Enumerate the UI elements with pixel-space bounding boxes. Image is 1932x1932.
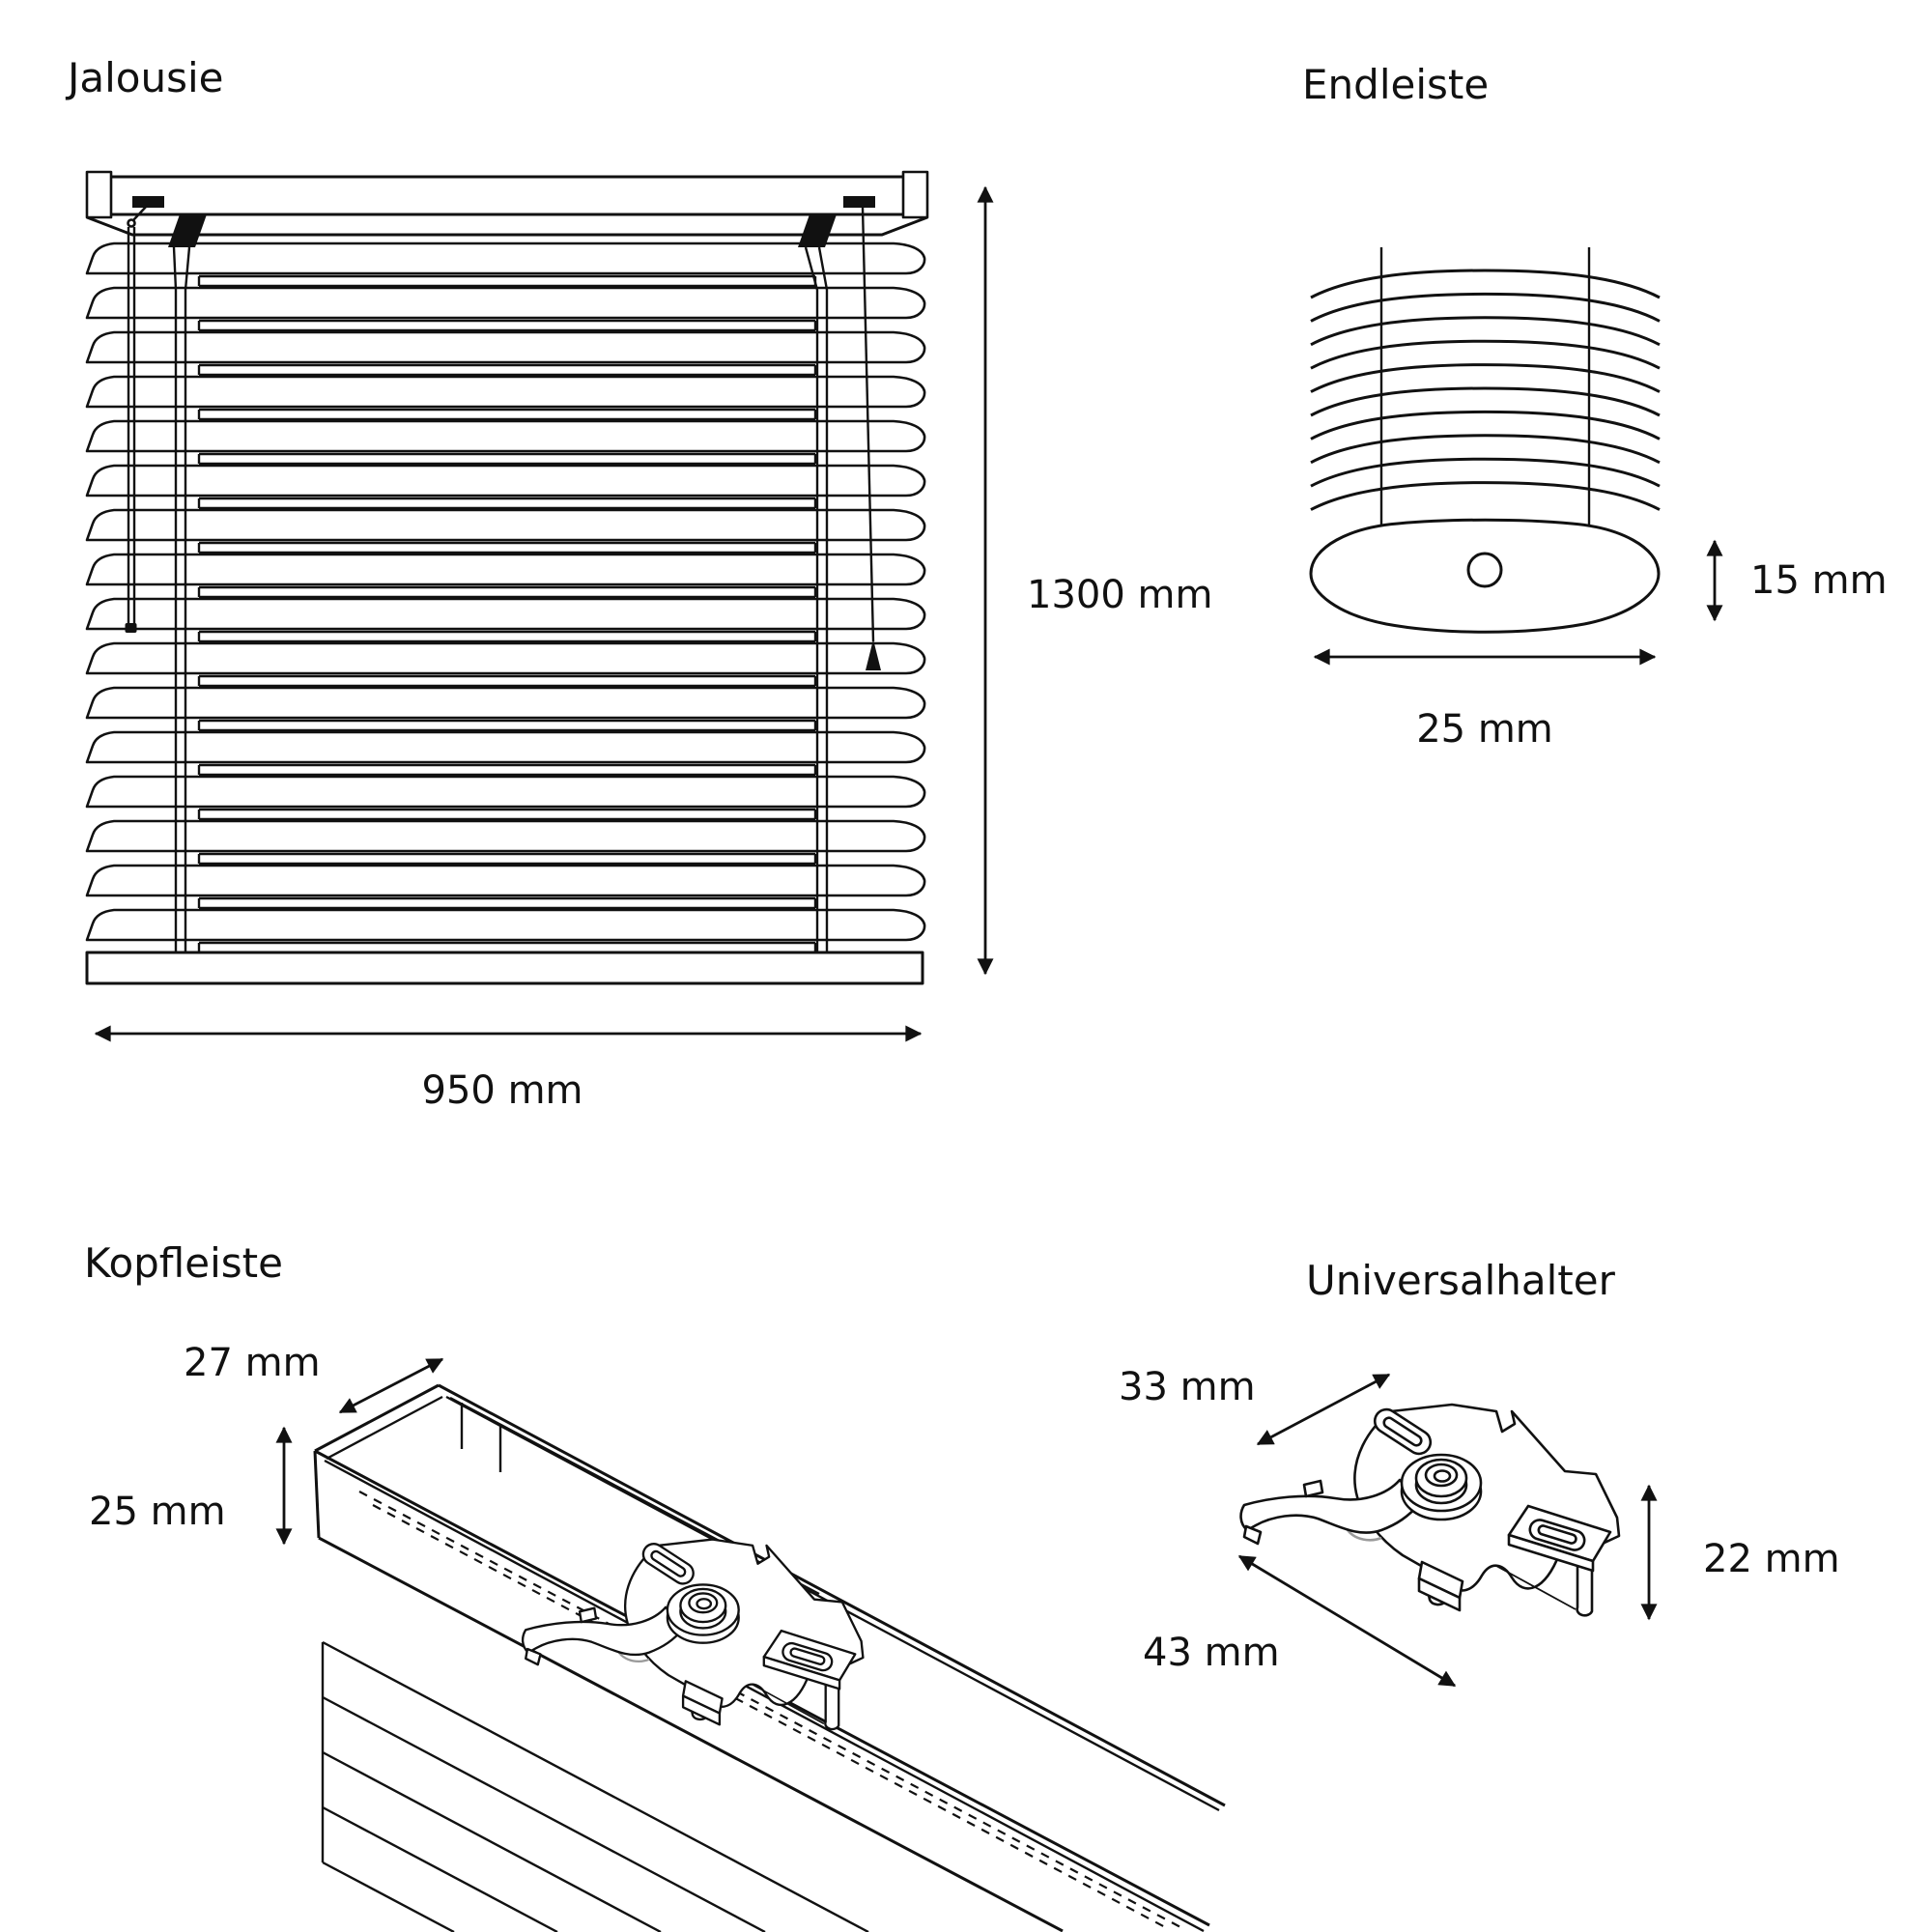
slat [87, 243, 924, 273]
slat-rear-edge [199, 632, 815, 641]
universalhalter-height-label: 22 mm [1703, 1537, 1840, 1581]
jalousie-drawing [65, 54, 1212, 1113]
slat [87, 777, 924, 807]
stacked-slat-arcs [1311, 270, 1660, 510]
endleiste-width-label: 25 mm [1416, 707, 1553, 752]
cord-lock-right [843, 196, 875, 208]
endleiste-height-label: 15 mm [1750, 558, 1888, 603]
slat [87, 510, 924, 540]
slat-rear-edge [199, 321, 815, 330]
jalousie-width-label: 950 mm [421, 1068, 583, 1113]
jalousie-title: Jalousie [68, 54, 224, 101]
slat-rear-edge [199, 898, 815, 908]
slat [87, 688, 924, 718]
hanging-slat-edge [323, 1862, 454, 1932]
slat [87, 288, 924, 318]
slat-rear-edge [199, 365, 815, 375]
slat-rear-edge [199, 854, 815, 864]
universalhalter-bottom-width-label: 43 mm [1143, 1631, 1280, 1675]
bracket-detail [1241, 1405, 1619, 1615]
slat [87, 332, 924, 362]
slat [87, 599, 924, 629]
head-rail-end-cap-right [903, 172, 927, 217]
slat [87, 554, 924, 584]
cord-lock-left [132, 196, 164, 208]
slat [87, 910, 924, 940]
slat-rear-edge [199, 543, 815, 553]
slat-rear-edge [199, 410, 815, 419]
slat-rear-edge [199, 498, 815, 508]
endleiste-drawing [1302, 61, 1888, 752]
slat-rear-edge [199, 810, 815, 819]
bracket-on-rail [523, 1540, 863, 1729]
slat [87, 377, 924, 407]
universalhalter-top-width-label: 33 mm [1119, 1365, 1256, 1409]
endleiste-title: Endleiste [1302, 61, 1490, 108]
slat-rear-edge [199, 765, 815, 775]
slat-rear-edge [199, 454, 815, 464]
slat-rear-edge [199, 676, 815, 686]
kopfleiste-depth-label: 27 mm [184, 1341, 321, 1385]
slat-arc [1311, 483, 1660, 510]
tilt-cord-end [126, 623, 137, 633]
slat [87, 821, 924, 851]
hanging-slat-edge [323, 1752, 661, 1932]
hanging-slat-edge [323, 1807, 557, 1932]
kopfleiste-height-label: 25 mm [89, 1490, 226, 1534]
kopfleiste-title: Kopfleiste [84, 1239, 283, 1287]
slat-rear-edge [199, 276, 815, 286]
slat [87, 643, 924, 673]
jalousie-height-label: 1300 mm [1027, 573, 1213, 617]
slat [87, 466, 924, 496]
kopfleiste-drawing [84, 1239, 1225, 1932]
slat-stack [87, 243, 924, 952]
universalhalter-drawing [1119, 1257, 1840, 1686]
slat [87, 866, 924, 895]
head-rail [87, 172, 927, 235]
slat-rear-edge [199, 587, 815, 597]
cord-hole [1468, 554, 1501, 586]
bottom-rail [87, 952, 923, 983]
head-rail-end-cap-left [87, 172, 111, 217]
universalhalter-title: Universalhalter [1306, 1257, 1615, 1304]
slat [87, 421, 924, 451]
slat [87, 732, 924, 762]
slat-rear-edge [199, 721, 815, 730]
